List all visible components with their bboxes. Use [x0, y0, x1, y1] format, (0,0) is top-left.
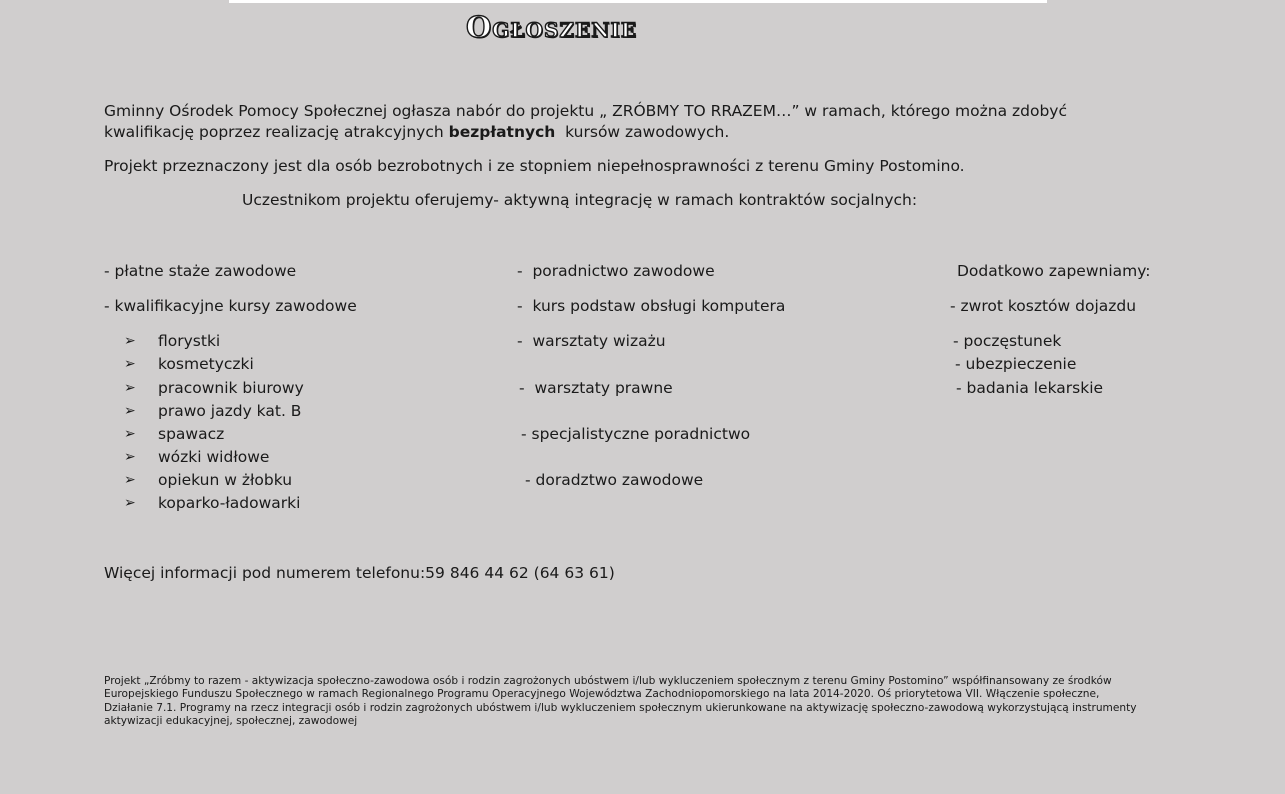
col2-item-computer-course: - kurs podstaw obsługi komputera: [517, 297, 786, 315]
intro-line-2: [104, 122, 1067, 143]
col2-item-career-advice: - doradztwo zawodowe: [525, 471, 704, 489]
footer-line: Europejskiego Funduszu Społecznego w ramach Regionalnego Programu Operacyjnego Województwa Zachodniopomorskiego na lata 2014-2020. Oś priorytetowa VII. Włączenie społeczne,: [104, 688, 1100, 701]
col2-item-makeup-workshop: - warsztaty wizażu: [517, 332, 666, 350]
target-paragraph: Projekt przeznaczony jest dla osób bezrobotnych i ze stopniem niepełnosprawności z terenu Gminy Postomino.: [104, 157, 965, 175]
footer-funding-note: [104, 675, 1194, 728]
course-item: wózki widłowe: [158, 448, 270, 466]
course-item: koparko-ładowarki: [158, 494, 301, 512]
col2-item-legal-workshop: - warsztaty prawne: [519, 379, 673, 397]
footer-line: aktywizacji edukacyjnej, społecznej, zawodowej: [104, 714, 358, 727]
intro-line-1: Gminny Ośrodek Pomocy Społecznej ogłasza nabór do projektu „ ZRÓBMY TO RRAZEM…” w ramach, którego można zdobyć: [104, 102, 1068, 120]
top-white-bar: [229, 0, 1047, 3]
arrow-bullet-icon: ➢: [124, 472, 136, 488]
course-item: pracownik biurowy: [158, 379, 304, 397]
course-item: kosmetyczki: [158, 355, 254, 373]
col1-item-paid-internships: - płatne staże zawodowe: [104, 262, 297, 280]
arrow-bullet-icon: ➢: [124, 449, 136, 465]
arrow-bullet-icon: ➢: [124, 426, 136, 442]
intro-line-2-start: kwalifikację poprzez realizację atrakcyjnych: [104, 123, 449, 141]
course-item: florystki: [158, 332, 221, 350]
page-title: Ogłoszenie: [466, 10, 638, 44]
arrow-bullet-icon: ➢: [124, 333, 136, 349]
col2-item-counseling: - poradnictwo zawodowe: [517, 262, 715, 280]
col3-item-travel-refund: - zwrot kosztów dojazdu: [950, 297, 1137, 315]
col1-item-qualification-courses: - kwalifikacyjne kursy zawodowe: [104, 297, 357, 315]
offer-heading: Uczestnikom projektu oferujemy- aktywną integrację w ramach kontraktów socjalnych:: [242, 191, 918, 209]
contact-info: Więcej informacji pod numerem telefonu:59 846 44 62 (64 63 61): [104, 564, 615, 582]
arrow-bullet-icon: ➢: [124, 403, 136, 419]
arrow-bullet-icon: ➢: [124, 495, 136, 511]
col3-item-insurance: - ubezpieczenie: [955, 355, 1077, 373]
intro-bold-word: bezpłatnych: [448, 123, 556, 141]
col2-item-specialist-counseling: - specjalistyczne poradnictwo: [521, 425, 751, 443]
course-item: prawo jazdy kat. B: [158, 402, 302, 420]
col3-heading: Dodatkowo zapewniamy:: [957, 262, 1151, 280]
col3-item-medical-exams: - badania lekarskie: [956, 379, 1104, 397]
col3-item-refreshments: - poczęstunek: [953, 332, 1062, 350]
arrow-bullet-icon: ➢: [124, 356, 136, 372]
course-item: opiekun w żłobku: [158, 471, 293, 489]
footer-line: Projekt „Zróbmy to razem - aktywizacja społeczno-zawodowa osób i rodzin zagrożonych ubóstwem i/lub wykluczeniem społecznym z terenu Gminy Postomino” współfinansowany ze środków: [104, 675, 1112, 687]
arrow-bullet-icon: ➢: [124, 380, 136, 396]
intro-paragraph: [104, 101, 1067, 143]
course-item: spawacz: [158, 425, 225, 443]
intro-line-2-end: kursów zawodowych.: [555, 123, 730, 141]
footer-line: Działanie 7.1. Programy na rzecz integracji osób i rodzin zagrożonych ubóstwem i/lub wykluczeniem społecznym ukierunkowane na aktywizację społeczno-zawodową wykorzystującą instrumenty: [104, 701, 1137, 714]
